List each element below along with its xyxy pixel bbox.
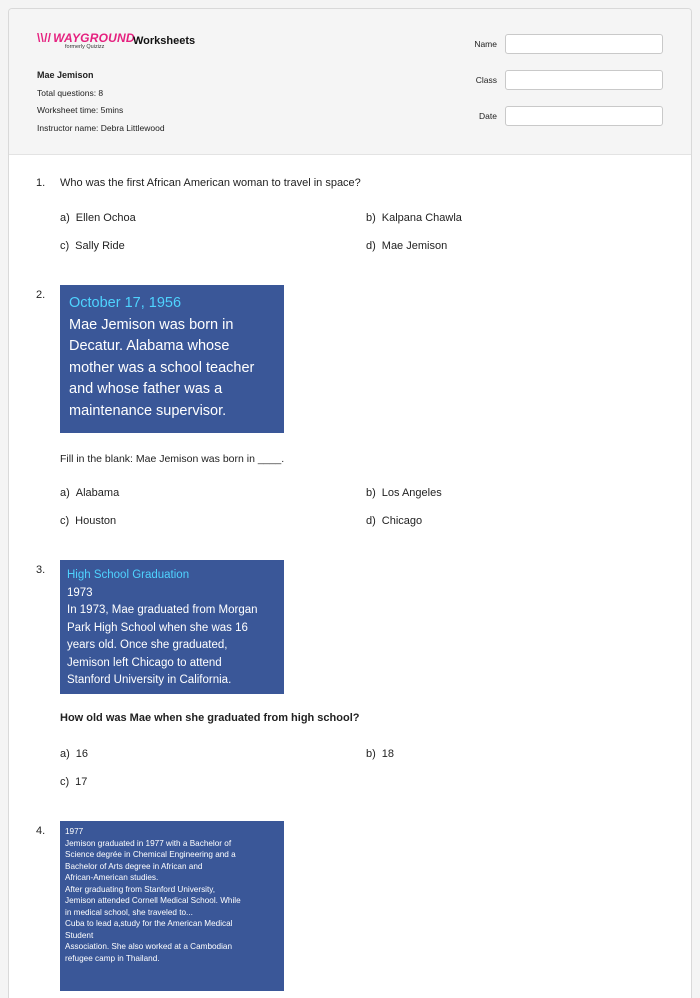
option-c[interactable]: c) 17	[60, 776, 88, 788]
option-b[interactable]: b) 18	[366, 748, 395, 760]
option-d[interactable]: d) Chicago	[366, 515, 423, 527]
card-line: and whose father was a	[69, 381, 223, 397]
card-line: 1977	[65, 827, 84, 836]
total-questions: Total questions: 8	[37, 87, 104, 98]
worksheet-time: Worksheet time: 5mins	[37, 105, 124, 115]
worksheet-page	[8, 8, 692, 998]
date-label: Date	[479, 111, 497, 121]
card-line: Science degrée in Chemical Engineering and a	[65, 850, 236, 859]
logo-subtext: formerly Quizizz	[65, 44, 105, 50]
card-line: in medical school, she traveled to...	[65, 907, 193, 917]
info-card	[60, 285, 284, 433]
info-card	[60, 560, 284, 694]
option-a[interactable]: a) Alabama	[60, 487, 120, 499]
card-heading: October 17, 1956	[69, 295, 182, 311]
question-text: How old was Mae when she graduated from high school?	[60, 712, 360, 724]
question-number: 3.	[36, 564, 46, 576]
worksheet-name: Mae Jemison	[37, 70, 94, 80]
card-line: Cuba to lead a,study for the American Medical	[65, 919, 233, 928]
card-line: maintenance supervisor.	[69, 402, 227, 419]
option-d[interactable]: d) Mae Jemison	[366, 240, 448, 252]
date-input[interactable]	[505, 106, 663, 126]
option-c[interactable]: c) Sally Ride	[60, 240, 125, 252]
instructor-name: Instructor name: Debra Littlewood	[37, 122, 165, 133]
question-text: Who was the first African American woman to travel in space?	[60, 177, 361, 189]
card-line: After graduating from Stanford University,	[65, 884, 216, 894]
card-heading: High School Graduation	[67, 569, 190, 581]
card-line: Student	[65, 930, 94, 940]
date-field-row	[463, 106, 663, 126]
question-text: Fill in the blank: Mae Jemison was born in ____.	[60, 453, 285, 465]
question-number: 1.	[36, 177, 46, 189]
name-field-row	[463, 34, 663, 54]
worksheet-meta	[37, 67, 165, 137]
option-a[interactable]: a) Ellen Ochoa	[60, 212, 136, 224]
card-line: In 1973, Mae graduated from Morgan	[67, 604, 258, 616]
logo-bars-icon: \\//	[37, 31, 52, 45]
name-label: Name	[474, 39, 497, 49]
card-line: Stanford University in California.	[67, 674, 232, 686]
card-line: Park High School when she was 16	[67, 621, 248, 634]
card-line: Jemison graduated in 1977 with a Bachelor of	[65, 838, 232, 848]
wayground-logo	[37, 31, 135, 50]
class-field-row	[463, 70, 663, 90]
class-label: Class	[475, 75, 497, 85]
app-title: Worksheets	[133, 35, 196, 47]
name-input[interactable]	[505, 34, 663, 54]
option-b[interactable]: b) Kalpana Chawla	[366, 212, 462, 224]
worksheet-header	[9, 9, 691, 155]
logo-text: WAYGROUND	[53, 31, 135, 45]
info-card	[60, 821, 284, 991]
question-number: 2.	[36, 289, 46, 301]
card-line: years old. Once she graduated,	[67, 639, 228, 651]
class-input[interactable]	[505, 70, 663, 90]
card-line: African-American studies.	[65, 873, 159, 882]
option-a[interactable]: a) 16	[60, 748, 89, 760]
option-b[interactable]: b) Los Angeles	[366, 487, 442, 499]
card-line: Mae Jemison was born in	[69, 316, 234, 333]
option-c[interactable]: c) Houston	[60, 515, 117, 527]
card-line: Association. She also worked at a Cambodian	[65, 942, 233, 951]
question-number: 4.	[36, 825, 46, 837]
card-line: Jemison left Chicago to attend	[67, 656, 222, 669]
card-line: Decatur. Alabama whose	[69, 338, 230, 354]
card-line: Bachelor of Arts degree in African and	[65, 861, 203, 871]
card-line: refugee camp in Thailand.	[65, 953, 160, 963]
card-line: 1973	[67, 586, 93, 599]
card-line: Jemison attended Cornell Medical School. While	[65, 896, 241, 905]
card-line: mother was a school teacher	[69, 359, 255, 376]
